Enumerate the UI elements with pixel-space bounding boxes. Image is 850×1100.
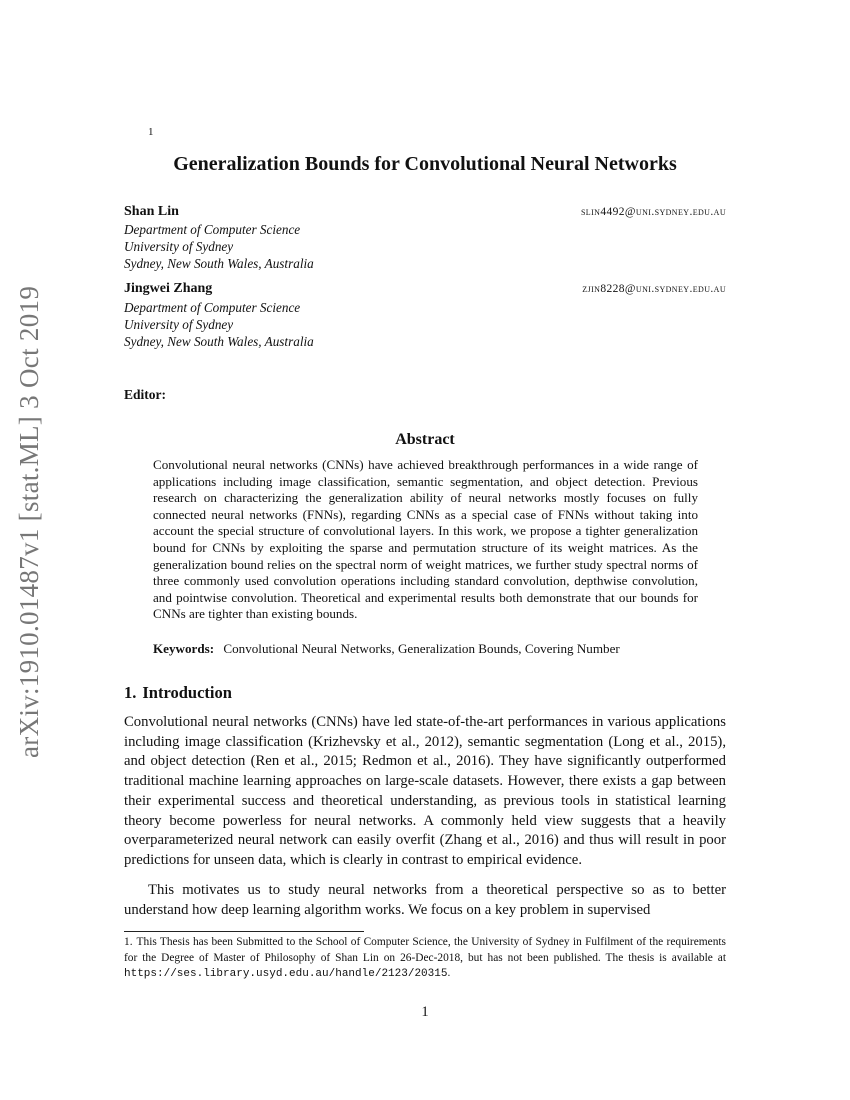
section-number: 1. xyxy=(124,683,137,702)
author-name-1: Shan Lin xyxy=(124,204,179,219)
footnote-url[interactable]: https://ses.library.usyd.edu.au/handle/2123/20315 xyxy=(124,968,448,981)
page-number: 1 xyxy=(421,1004,429,1020)
affiliation-line: University of Sydney xyxy=(124,317,234,332)
title-footnote-mark: 1 xyxy=(148,126,154,138)
footnote-number: 1. xyxy=(124,936,133,948)
arxiv-stamp: arXiv:1910.01487v1 [stat.ML] 3 Oct 2019 xyxy=(14,285,44,758)
author-affiliation-1 xyxy=(124,221,314,272)
paper-title: Generalization Bounds for Convolutional Neural Networks xyxy=(173,153,677,175)
footnote-end: . xyxy=(447,967,451,980)
author-affiliation-2 xyxy=(124,299,314,350)
intro-paragraph-1: Convolutional neural networks (CNNs) have led state-of-the-art performances in various applications including image classification (Krizhevsky et al., 2012), semantic segmentation (Long et al., 2015), and object detection (Ren et al., 2015; Redmon et al., 2016). They have significantly outperformed traditional machine learning approaches on large-scale datasets. However, there exists a gap between their experimental success and theoretical understanding, as previous tools in statistical learning theory become powerless for neural networks. A commonly held view suggests that a heavily overparameterized neural network can easily overfit (Zhang et al., 2016) and thus will result in poor predictions for unseen data, which is clearly in contrast to empirical evidence. xyxy=(124,714,726,868)
affiliation-line: Department of Computer Science xyxy=(124,300,301,315)
author-name-2: Jingwei Zhang xyxy=(124,281,213,296)
affiliation-line: Sydney, New South Wales, Australia xyxy=(124,256,314,271)
abstract-text: Convolutional neural networks (CNNs) have achieved breakthrough performances in a wide range of applications including image classification, semantic segmentation, and object detection. Previous research on characterizing the generalization ability of neural networks mostly focuses on fully connected neural networks (FNNs), regarding CNNs as a special case of FNNs without taking into account the special structure of convolutional layers. In this work, we propose a tighter generalization bound for CNNs by exploiting the sparse and permutation structure of its weight matrices. As the generalization bound relies on the spectral norm of weight matrices, we further study spectral norms of three commonly used convolution operations including standard convolution, depthwise convolution, and pointwise convolution. Theoretical and experimental results both demonstrate that our bounds for CNNs are tighter than existing bounds. xyxy=(153,457,698,622)
keywords-label: Keywords: xyxy=(153,641,215,656)
section-title: Introduction xyxy=(142,683,232,702)
affiliation-line: University of Sydney xyxy=(124,239,234,254)
keywords-text: Convolutional Neural Networks, Generalization Bounds, Covering Number xyxy=(223,641,620,656)
keywords-line xyxy=(153,641,753,657)
affiliation-line: Sydney, New South Wales, Australia xyxy=(124,334,314,349)
editor-label: Editor: xyxy=(124,387,166,402)
abstract-heading: Abstract xyxy=(395,431,455,448)
intro-paragraph-2: This motivates us to study neural networks from a theoretical perspective so as to better understand how deep learning algorithm works. We focus on a key problem in supervised xyxy=(124,882,726,918)
affiliation-line: Department of Computer Science xyxy=(124,222,301,237)
author-email-1: slin4492@uni.sydney.edu.au xyxy=(580,206,726,218)
author-email-2: zjin8228@uni.sydney.edu.au xyxy=(582,283,726,295)
section-heading xyxy=(124,683,232,703)
footnote-rule xyxy=(124,931,364,932)
footnote xyxy=(124,935,726,983)
footnote-text: This Thesis has been Submitted to the School of Computer Science, the University of Sydney in Fulfilment of the requirements for the Degree of Master of Philosophy of Shan Lin on 26-Dec-2018, but has not been published. The thesis is available at xyxy=(124,936,726,964)
